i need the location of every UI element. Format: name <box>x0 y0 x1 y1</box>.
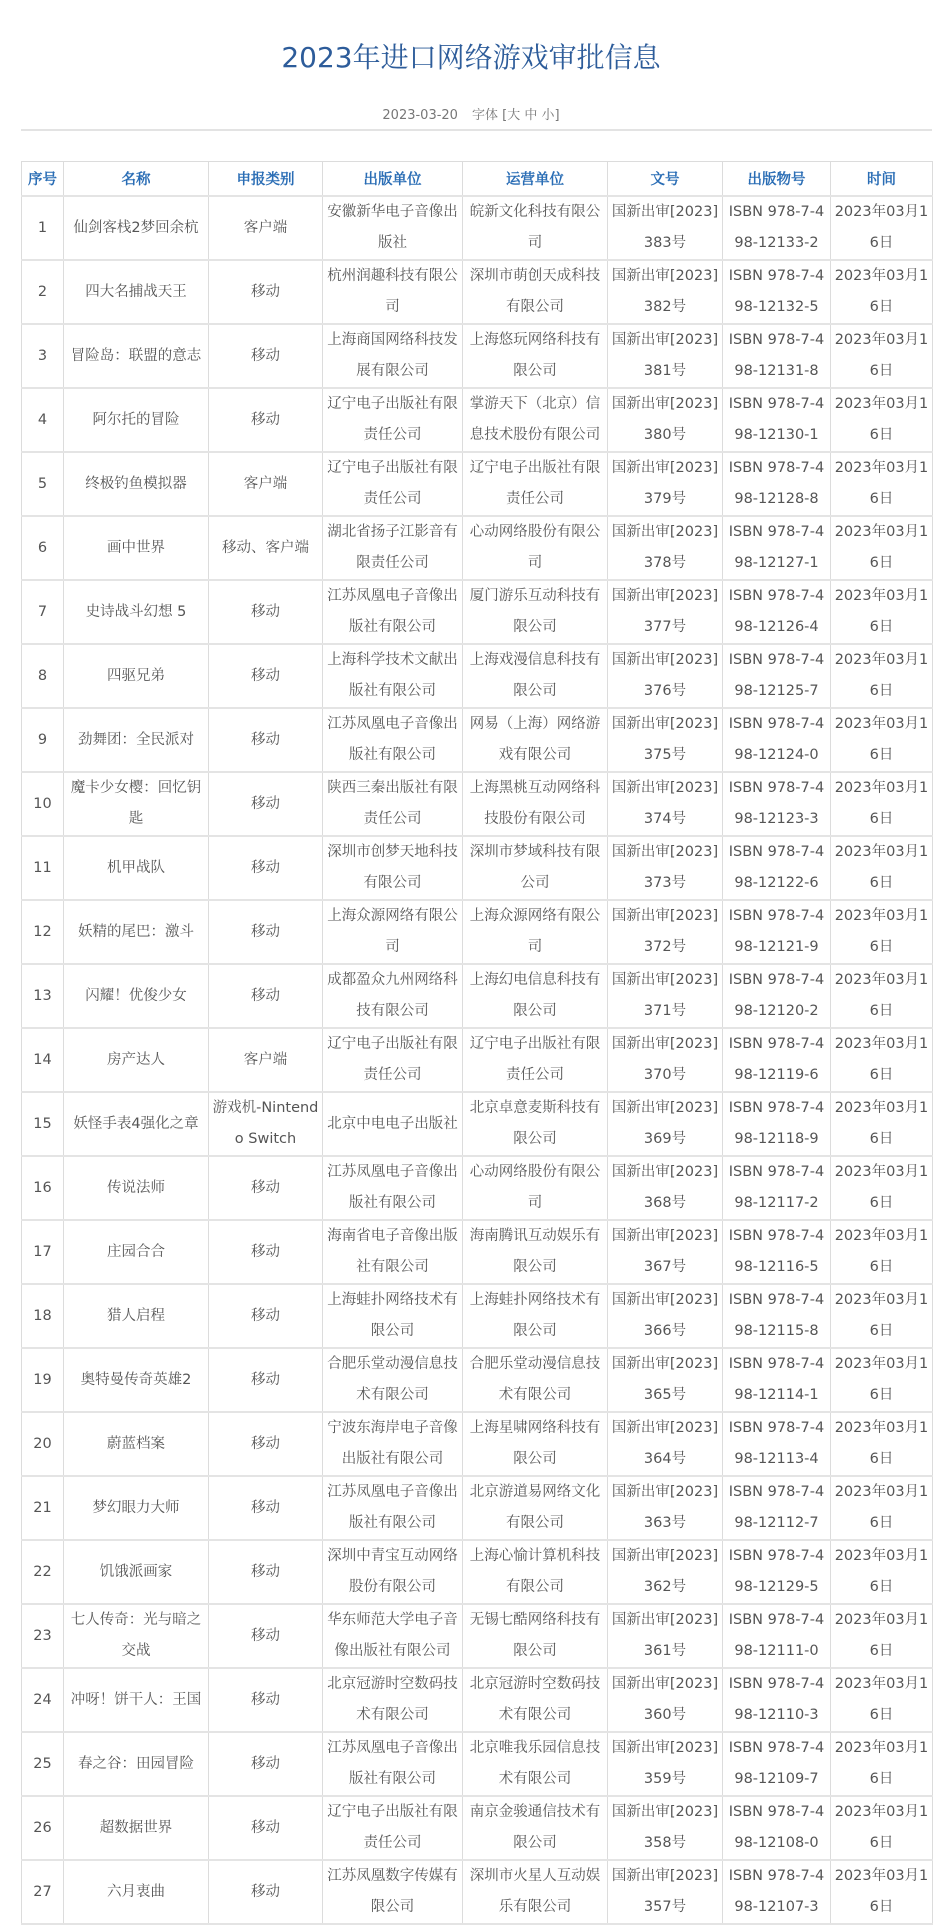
table-row <box>22 1412 933 1476</box>
cell-category: 移动 <box>209 324 323 388</box>
cell-name: 仙剑客栈2梦回余杭 <box>64 196 209 260</box>
cell-isbn: ISBN 978-7-498-12125-7 <box>723 644 831 708</box>
cell-name: 饥饿派画家 <box>64 1540 209 1604</box>
cell-category: 移动 <box>209 1668 323 1732</box>
table-row <box>22 1732 933 1796</box>
cell-publisher: 江苏凤凰电子音像出版社有限公司 <box>323 1476 463 1540</box>
cell-date: 2023年03月16日 <box>831 324 933 388</box>
cell-date: 2023年03月16日 <box>831 1092 933 1156</box>
cell-date: 2023年03月16日 <box>831 1604 933 1668</box>
cell-date: 2023年03月16日 <box>831 1732 933 1796</box>
cell-name: 七人传奇：光与暗之交战 <box>64 1604 209 1668</box>
cell-isbn: ISBN 978-7-498-12128-8 <box>723 452 831 516</box>
cell-name: 房产达人 <box>64 1028 209 1092</box>
cell-approval-number: 国新出审[2023]357号 <box>608 1860 723 1924</box>
cell-name: 冒险岛：联盟的意志 <box>64 324 209 388</box>
cell-isbn: ISBN 978-7-498-12112-7 <box>723 1476 831 1540</box>
cell-category: 移动 <box>209 1860 323 1924</box>
cell-isbn: ISBN 978-7-498-12123-3 <box>723 772 831 836</box>
cell-approval-number: 国新出审[2023]373号 <box>608 836 723 900</box>
cell-approval-number: 国新出审[2023]364号 <box>608 1412 723 1476</box>
cell-category: 移动 <box>209 1412 323 1476</box>
cell-approval-number: 国新出审[2023]360号 <box>608 1668 723 1732</box>
cell-operator: 心动网络股份有限公司 <box>463 516 608 580</box>
cell-index: 22 <box>22 1540 64 1604</box>
cell-isbn: ISBN 978-7-498-12113-4 <box>723 1412 831 1476</box>
cell-publisher: 北京中电电子出版社 <box>323 1092 463 1156</box>
cell-index: 18 <box>22 1284 64 1348</box>
cell-isbn: ISBN 978-7-498-12126-4 <box>723 580 831 644</box>
cell-approval-number: 国新出审[2023]369号 <box>608 1092 723 1156</box>
cell-isbn: ISBN 978-7-498-12129-5 <box>723 1540 831 1604</box>
cell-category: 移动 <box>209 1284 323 1348</box>
cell-operator: 上海悠玩网络科技有限公司 <box>463 324 608 388</box>
cell-publisher: 海南省电子音像出版社有限公司 <box>323 1220 463 1284</box>
cell-date: 2023年03月16日 <box>831 1156 933 1220</box>
table-row <box>22 1028 933 1092</box>
cell-index: 24 <box>22 1668 64 1732</box>
cell-approval-number: 国新出审[2023]370号 <box>608 1028 723 1092</box>
cell-isbn: ISBN 978-7-498-12115-8 <box>723 1284 831 1348</box>
cell-approval-number: 国新出审[2023]371号 <box>608 964 723 1028</box>
publish-date: 2023-03-20 <box>382 108 458 123</box>
cell-category: 移动 <box>209 1732 323 1796</box>
cell-date: 2023年03月16日 <box>831 260 933 324</box>
cell-category: 移动 <box>209 1156 323 1220</box>
cell-category: 客户端 <box>209 1028 323 1092</box>
cell-publisher: 辽宁电子出版社有限责任公司 <box>323 1796 463 1860</box>
font-large-link[interactable]: 大 <box>507 108 521 123</box>
cell-index: 7 <box>22 580 64 644</box>
cell-approval-number: 国新出审[2023]380号 <box>608 388 723 452</box>
table-row <box>22 708 933 772</box>
cell-operator: 辽宁电子出版社有限责任公司 <box>463 1028 608 1092</box>
cell-name: 终极钓鱼模拟器 <box>64 452 209 516</box>
cell-publisher: 辽宁电子出版社有限责任公司 <box>323 1028 463 1092</box>
cell-date: 2023年03月16日 <box>831 1412 933 1476</box>
table-row <box>22 260 933 324</box>
table-row <box>22 452 933 516</box>
cell-date: 2023年03月16日 <box>831 900 933 964</box>
cell-name: 六月衷曲 <box>64 1860 209 1924</box>
table-row <box>22 772 933 836</box>
table-row <box>22 1092 933 1156</box>
cell-category: 移动 <box>209 708 323 772</box>
table-header-row <box>22 162 933 197</box>
cell-operator: 无锡七酷网络科技有限公司 <box>463 1604 608 1668</box>
cell-date: 2023年03月16日 <box>831 708 933 772</box>
cell-name: 蔚蓝档案 <box>64 1412 209 1476</box>
cell-operator: 心动网络股份有限公司 <box>463 1156 608 1220</box>
cell-date: 2023年03月16日 <box>831 1476 933 1540</box>
cell-publisher: 上海众源网络有限公司 <box>323 900 463 964</box>
cell-date: 2023年03月16日 <box>831 452 933 516</box>
cell-index: 19 <box>22 1348 64 1412</box>
cell-publisher: 上海蛙扑网络技术有限公司 <box>323 1284 463 1348</box>
cell-date: 2023年03月16日 <box>831 388 933 452</box>
cell-category: 移动 <box>209 1348 323 1412</box>
cell-publisher: 江苏凤凰电子音像出版社有限公司 <box>323 580 463 644</box>
cell-publisher: 华东师范大学电子音像出版社有限公司 <box>323 1604 463 1668</box>
cell-isbn: ISBN 978-7-498-12119-6 <box>723 1028 831 1092</box>
cell-category: 移动 <box>209 1220 323 1284</box>
cell-isbn: ISBN 978-7-498-12132-5 <box>723 260 831 324</box>
cell-name: 史诗战斗幻想 5 <box>64 580 209 644</box>
cell-category: 移动 <box>209 580 323 644</box>
cell-approval-number: 国新出审[2023]379号 <box>608 452 723 516</box>
table-row <box>22 1284 933 1348</box>
cell-category: 移动 <box>209 1540 323 1604</box>
cell-operator: 南京金骏通信技术有限公司 <box>463 1796 608 1860</box>
cell-approval-number: 国新出审[2023]383号 <box>608 196 723 260</box>
cell-approval-number: 国新出审[2023]377号 <box>608 580 723 644</box>
cell-isbn: ISBN 978-7-498-12124-0 <box>723 708 831 772</box>
cell-isbn: ISBN 978-7-498-12121-9 <box>723 900 831 964</box>
cell-date: 2023年03月16日 <box>831 1796 933 1860</box>
cell-index: 8 <box>22 644 64 708</box>
cell-publisher: 北京冠游时空数码技术有限公司 <box>323 1668 463 1732</box>
cell-name: 超数据世界 <box>64 1796 209 1860</box>
cell-operator: 深圳市萌创天成科技有限公司 <box>463 260 608 324</box>
cell-category: 移动、客户端 <box>209 516 323 580</box>
font-small-link[interactable]: 小 <box>541 108 555 123</box>
cell-publisher: 合肥乐堂动漫信息技术有限公司 <box>323 1348 463 1412</box>
table-row <box>22 516 933 580</box>
cell-index: 4 <box>22 388 64 452</box>
cell-date: 2023年03月16日 <box>831 1220 933 1284</box>
cell-approval-number: 国新出审[2023]378号 <box>608 516 723 580</box>
cell-index: 11 <box>22 836 64 900</box>
cell-operator: 深圳市火星人互动娱乐有限公司 <box>463 1860 608 1924</box>
cell-date: 2023年03月16日 <box>831 1860 933 1924</box>
cell-publisher: 深圳中青宝互动网络股份有限公司 <box>323 1540 463 1604</box>
cell-operator: 掌游天下（北京）信息技术股份有限公司 <box>463 388 608 452</box>
cell-index: 14 <box>22 1028 64 1092</box>
cell-name: 妖精的尾巴：激斗 <box>64 900 209 964</box>
table-row <box>22 580 933 644</box>
cell-date: 2023年03月16日 <box>831 836 933 900</box>
cell-name: 庄园合合 <box>64 1220 209 1284</box>
cell-isbn: ISBN 978-7-498-12109-7 <box>723 1732 831 1796</box>
cell-operator: 北京卓意麦斯科技有限公司 <box>463 1092 608 1156</box>
cell-approval-number: 国新出审[2023]361号 <box>608 1604 723 1668</box>
cell-isbn: ISBN 978-7-498-12116-5 <box>723 1220 831 1284</box>
table-row <box>22 836 933 900</box>
cell-isbn: ISBN 978-7-498-12118-9 <box>723 1092 831 1156</box>
cell-operator: 厦门游乐互动科技有限公司 <box>463 580 608 644</box>
header-isbn: 出版物号 <box>723 162 831 197</box>
table-row <box>22 1604 933 1668</box>
table-row <box>22 1156 933 1220</box>
cell-isbn: ISBN 978-7-498-12117-2 <box>723 1156 831 1220</box>
cell-publisher: 宁波东海岸电子音像出版社有限公司 <box>323 1412 463 1476</box>
cell-index: 27 <box>22 1860 64 1924</box>
cell-index: 9 <box>22 708 64 772</box>
cell-index: 15 <box>22 1092 64 1156</box>
cell-date: 2023年03月16日 <box>831 516 933 580</box>
cell-date: 2023年03月16日 <box>831 772 933 836</box>
cell-category: 移动 <box>209 836 323 900</box>
cell-date: 2023年03月16日 <box>831 196 933 260</box>
table-row <box>22 1540 933 1604</box>
cell-date: 2023年03月16日 <box>831 1668 933 1732</box>
cell-isbn: ISBN 978-7-498-12108-0 <box>723 1796 831 1860</box>
font-size-label: 字体 [ <box>471 108 508 123</box>
table-row <box>22 1348 933 1412</box>
cell-category: 移动 <box>209 388 323 452</box>
cell-date: 2023年03月16日 <box>831 1284 933 1348</box>
cell-index: 21 <box>22 1476 64 1540</box>
cell-approval-number: 国新出审[2023]375号 <box>608 708 723 772</box>
cell-category: 客户端 <box>209 452 323 516</box>
table-row <box>22 1796 933 1860</box>
cell-approval-number: 国新出审[2023]382号 <box>608 260 723 324</box>
cell-isbn: ISBN 978-7-498-12130-1 <box>723 388 831 452</box>
cell-date: 2023年03月16日 <box>831 644 933 708</box>
cell-isbn: ISBN 978-7-498-12122-6 <box>723 836 831 900</box>
table-row <box>22 1668 933 1732</box>
cell-name: 魔卡少女樱：回忆钥匙 <box>64 772 209 836</box>
cell-approval-number: 国新出审[2023]376号 <box>608 644 723 708</box>
font-size-bracket: ] <box>554 108 560 123</box>
header-publisher: 出版单位 <box>323 162 463 197</box>
cell-category: 移动 <box>209 964 323 1028</box>
cell-name: 冲呀！饼干人：王国 <box>64 1668 209 1732</box>
divider <box>21 129 932 131</box>
cell-category: 移动 <box>209 772 323 836</box>
table-row <box>22 1860 933 1924</box>
table-row <box>22 388 933 452</box>
cell-index: 16 <box>22 1156 64 1220</box>
cell-name: 机甲战队 <box>64 836 209 900</box>
table-row <box>22 644 933 708</box>
cell-operator: 辽宁电子出版社有限责任公司 <box>463 452 608 516</box>
cell-name: 梦幻眼力大师 <box>64 1476 209 1540</box>
cell-isbn: ISBN 978-7-498-12120-2 <box>723 964 831 1028</box>
cell-category: 客户端 <box>209 196 323 260</box>
cell-publisher: 湖北省扬子江影音有限责任公司 <box>323 516 463 580</box>
table-row <box>22 900 933 964</box>
cell-publisher: 江苏凤凰数字传媒有限公司 <box>323 1860 463 1924</box>
cell-approval-number: 国新出审[2023]362号 <box>608 1540 723 1604</box>
cell-category: 移动 <box>209 1604 323 1668</box>
cell-index: 1 <box>22 196 64 260</box>
cell-index: 23 <box>22 1604 64 1668</box>
cell-index: 6 <box>22 516 64 580</box>
cell-operator: 北京游道易网络文化有限公司 <box>463 1476 608 1540</box>
cell-approval-number: 国新出审[2023]374号 <box>608 772 723 836</box>
cell-publisher: 杭州润趣科技有限公司 <box>323 260 463 324</box>
cell-date: 2023年03月16日 <box>831 1348 933 1412</box>
header-approval-number: 文号 <box>608 162 723 197</box>
cell-name: 春之谷：田园冒险 <box>64 1732 209 1796</box>
cell-operator: 上海心愉计算机科技有限公司 <box>463 1540 608 1604</box>
cell-publisher: 深圳市创梦天地科技有限公司 <box>323 836 463 900</box>
cell-date: 2023年03月16日 <box>831 1540 933 1604</box>
page-title: 2023年进口网络游戏审批信息 <box>281 41 661 74</box>
cell-operator: 海南腾讯互动娱乐有限公司 <box>463 1220 608 1284</box>
cell-operator: 合肥乐堂动漫信息技术有限公司 <box>463 1348 608 1412</box>
cell-index: 13 <box>22 964 64 1028</box>
cell-approval-number: 国新出审[2023]359号 <box>608 1732 723 1796</box>
cell-category: 游戏机-Nintendo Switch <box>209 1092 323 1156</box>
cell-index: 2 <box>22 260 64 324</box>
cell-operator: 上海蛙扑网络技术有限公司 <box>463 1284 608 1348</box>
cell-date: 2023年03月16日 <box>831 1028 933 1092</box>
cell-category: 移动 <box>209 260 323 324</box>
cell-name: 猎人启程 <box>64 1284 209 1348</box>
cell-category: 移动 <box>209 1796 323 1860</box>
table-row <box>22 196 933 260</box>
header-date: 时间 <box>831 162 933 197</box>
header-category: 申报类别 <box>209 162 323 197</box>
cell-index: 17 <box>22 1220 64 1284</box>
cell-publisher: 上海商国网络科技发展有限公司 <box>323 324 463 388</box>
cell-publisher: 安徽新华电子音像出版社 <box>323 196 463 260</box>
cell-approval-number: 国新出审[2023]381号 <box>608 324 723 388</box>
cell-approval-number: 国新出审[2023]367号 <box>608 1220 723 1284</box>
cell-approval-number: 国新出审[2023]365号 <box>608 1348 723 1412</box>
cell-isbn: ISBN 978-7-498-12110-3 <box>723 1668 831 1732</box>
cell-name: 四大名捕战天王 <box>64 260 209 324</box>
article-meta <box>0 104 942 123</box>
cell-publisher: 辽宁电子出版社有限责任公司 <box>323 452 463 516</box>
cell-name: 四驱兄弟 <box>64 644 209 708</box>
cell-publisher: 江苏凤凰电子音像出版社有限公司 <box>323 708 463 772</box>
cell-name: 闪耀！优俊少女 <box>64 964 209 1028</box>
cell-operator: 上海戏漫信息科技有限公司 <box>463 644 608 708</box>
cell-isbn: ISBN 978-7-498-12107-3 <box>723 1860 831 1924</box>
cell-isbn: ISBN 978-7-498-12111-0 <box>723 1604 831 1668</box>
cell-operator: 上海众源网络有限公司 <box>463 900 608 964</box>
cell-name: 劲舞团：全民派对 <box>64 708 209 772</box>
cell-isbn: ISBN 978-7-498-12114-1 <box>723 1348 831 1412</box>
header-name: 名称 <box>64 162 209 197</box>
cell-name: 奥特曼传奇英雄2 <box>64 1348 209 1412</box>
cell-operator: 上海黑桃互动网络科技股份有限公司 <box>463 772 608 836</box>
table-row <box>22 324 933 388</box>
cell-operator: 网易（上海）网络游戏有限公司 <box>463 708 608 772</box>
cell-name: 阿尔托的冒险 <box>64 388 209 452</box>
cell-publisher: 成都盈众九州网络科技有限公司 <box>323 964 463 1028</box>
cell-category: 移动 <box>209 644 323 708</box>
cell-name: 妖怪手表4强化之章 <box>64 1092 209 1156</box>
cell-category: 移动 <box>209 900 323 964</box>
cell-approval-number: 国新出审[2023]358号 <box>608 1796 723 1860</box>
cell-operator: 上海幻电信息科技有限公司 <box>463 964 608 1028</box>
cell-operator: 北京唯我乐园信息技术有限公司 <box>463 1732 608 1796</box>
cell-publisher: 辽宁电子出版社有限责任公司 <box>323 388 463 452</box>
cell-isbn: ISBN 978-7-498-12127-1 <box>723 516 831 580</box>
cell-approval-number: 国新出审[2023]363号 <box>608 1476 723 1540</box>
cell-name: 传说法师 <box>64 1156 209 1220</box>
approval-table <box>21 161 933 1925</box>
cell-index: 25 <box>22 1732 64 1796</box>
cell-publisher: 江苏凤凰电子音像出版社有限公司 <box>323 1156 463 1220</box>
font-medium-link[interactable]: 中 <box>524 108 538 123</box>
cell-index: 5 <box>22 452 64 516</box>
cell-index: 3 <box>22 324 64 388</box>
cell-category: 移动 <box>209 1476 323 1540</box>
table-row <box>22 964 933 1028</box>
cell-index: 26 <box>22 1796 64 1860</box>
cell-publisher: 江苏凤凰电子音像出版社有限公司 <box>323 1732 463 1796</box>
cell-operator: 上海星啸网络科技有限公司 <box>463 1412 608 1476</box>
header-operator: 运营单位 <box>463 162 608 197</box>
table-row <box>22 1476 933 1540</box>
cell-name: 画中世界 <box>64 516 209 580</box>
cell-publisher: 上海科学技术文献出版社有限公司 <box>323 644 463 708</box>
cell-approval-number: 国新出审[2023]366号 <box>608 1284 723 1348</box>
cell-isbn: ISBN 978-7-498-12133-2 <box>723 196 831 260</box>
cell-index: 10 <box>22 772 64 836</box>
table-row <box>22 1220 933 1284</box>
cell-date: 2023年03月16日 <box>831 580 933 644</box>
cell-index: 20 <box>22 1412 64 1476</box>
cell-approval-number: 国新出审[2023]368号 <box>608 1156 723 1220</box>
cell-publisher: 陕西三秦出版社有限责任公司 <box>323 772 463 836</box>
cell-approval-number: 国新出审[2023]372号 <box>608 900 723 964</box>
header-index: 序号 <box>22 162 64 197</box>
cell-operator: 皖新文化科技有限公司 <box>463 196 608 260</box>
cell-date: 2023年03月16日 <box>831 964 933 1028</box>
cell-isbn: ISBN 978-7-498-12131-8 <box>723 324 831 388</box>
cell-operator: 北京冠游时空数码技术有限公司 <box>463 1668 608 1732</box>
cell-operator: 深圳市梦域科技有限公司 <box>463 836 608 900</box>
cell-index: 12 <box>22 900 64 964</box>
